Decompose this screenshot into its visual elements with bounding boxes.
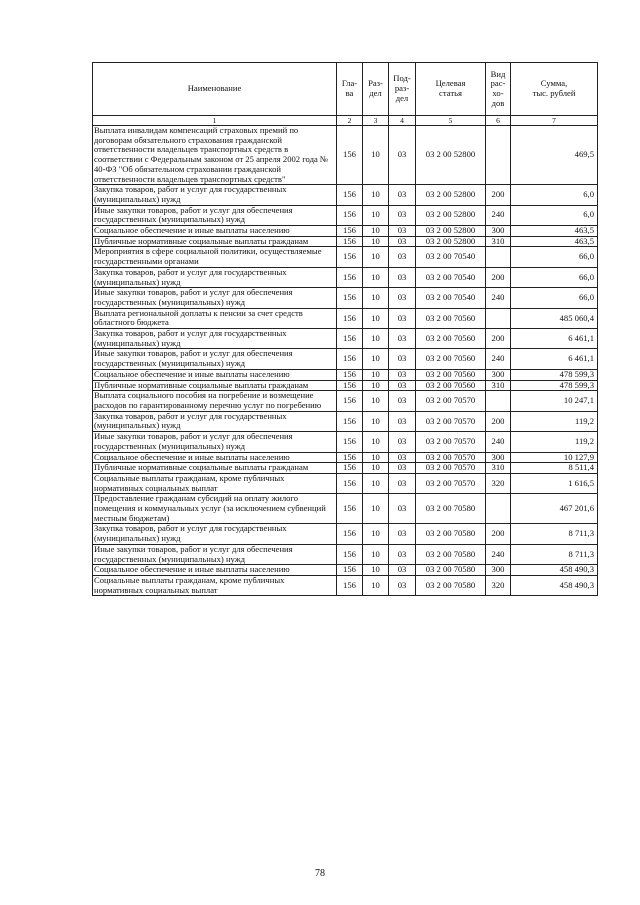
cell-podrazdel: 03 — [389, 575, 416, 595]
cell-razdel: 10 — [363, 226, 389, 237]
cell-razdel: 10 — [363, 575, 389, 595]
table-row — [93, 236, 598, 247]
cell-sum: 119,2 — [511, 411, 598, 431]
cell-podrazdel: 03 — [389, 544, 416, 564]
cell-razdel: 10 — [363, 524, 389, 544]
cell-glava: 156 — [337, 349, 363, 369]
cell-target-article: 03 2 00 52800 — [416, 226, 486, 237]
table-row — [93, 205, 598, 225]
cell-sum: 6,0 — [511, 205, 598, 225]
cell-podrazdel: 03 — [389, 391, 416, 411]
cell-sum: 8 511,4 — [511, 463, 598, 474]
cell-glava: 156 — [337, 380, 363, 391]
cell-podrazdel: 03 — [389, 267, 416, 287]
table-row — [93, 524, 598, 544]
cell-target-article: 03 2 00 70570 — [416, 463, 486, 474]
cell-expense-type: 200 — [486, 329, 511, 349]
column-index: 4 — [389, 116, 416, 126]
cell-sum: 458 490,3 — [511, 575, 598, 595]
cell-sum: 467 201,6 — [511, 494, 598, 524]
cell-expense-type: 240 — [486, 288, 511, 308]
cell-glava: 156 — [337, 524, 363, 544]
cell-glava: 156 — [337, 185, 363, 205]
cell-name: Мероприятия в сфере социальной политики, осуществляемые государственными органами — [93, 247, 337, 267]
cell-glava: 156 — [337, 473, 363, 493]
cell-expense-type — [486, 308, 511, 328]
cell-name: Социальное обеспечение и иные выплаты населению — [93, 565, 337, 576]
cell-expense-type: 310 — [486, 463, 511, 474]
table-row — [93, 308, 598, 328]
cell-razdel: 10 — [363, 308, 389, 328]
table-row — [93, 349, 598, 369]
cell-target-article: 03 2 00 70570 — [416, 432, 486, 452]
table-row — [93, 411, 598, 431]
table-row — [93, 452, 598, 463]
table-row — [93, 267, 598, 287]
cell-razdel: 10 — [363, 236, 389, 247]
cell-glava: 156 — [337, 463, 363, 474]
cell-glava: 156 — [337, 226, 363, 237]
table-row — [93, 185, 598, 205]
header-glava: Гла- ва — [337, 63, 363, 116]
cell-target-article: 03 2 00 52800 — [416, 236, 486, 247]
cell-target-article: 03 2 00 70560 — [416, 308, 486, 328]
cell-razdel: 10 — [363, 288, 389, 308]
cell-name: Предоставление гражданам субсидий на оплату жилого помещения и коммунальных услуг (за исключением субвенций местным бюджетам) — [93, 494, 337, 524]
cell-expense-type: 200 — [486, 267, 511, 287]
cell-podrazdel: 03 — [389, 369, 416, 380]
cell-glava: 156 — [337, 205, 363, 225]
page-number: 78 — [315, 868, 325, 879]
cell-expense-type: 240 — [486, 432, 511, 452]
column-index-row — [93, 116, 598, 126]
cell-razdel: 10 — [363, 432, 389, 452]
cell-podrazdel: 03 — [389, 473, 416, 493]
cell-podrazdel: 03 — [389, 247, 416, 267]
cell-glava: 156 — [337, 575, 363, 595]
table-row — [93, 544, 598, 564]
cell-target-article: 03 2 00 70570 — [416, 391, 486, 411]
cell-expense-type: 320 — [486, 473, 511, 493]
cell-sum: 8 711,3 — [511, 524, 598, 544]
cell-expense-type: 310 — [486, 236, 511, 247]
cell-target-article: 03 2 00 70580 — [416, 575, 486, 595]
cell-name: Социальное обеспечение и иные выплаты населению — [93, 369, 337, 380]
table-row — [93, 575, 598, 595]
cell-sum: 485 060,4 — [511, 308, 598, 328]
cell-glava: 156 — [337, 247, 363, 267]
table-row — [93, 432, 598, 452]
table-header-row — [93, 63, 598, 116]
cell-glava: 156 — [337, 126, 363, 185]
cell-podrazdel: 03 — [389, 236, 416, 247]
cell-glava: 156 — [337, 329, 363, 349]
table-row — [93, 565, 598, 576]
cell-podrazdel: 03 — [389, 565, 416, 576]
column-index: 5 — [416, 116, 486, 126]
cell-podrazdel: 03 — [389, 494, 416, 524]
cell-podrazdel: 03 — [389, 205, 416, 225]
column-index: 3 — [363, 116, 389, 126]
cell-glava: 156 — [337, 452, 363, 463]
column-index: 2 — [337, 116, 363, 126]
cell-glava: 156 — [337, 432, 363, 452]
cell-target-article: 03 2 00 52800 — [416, 205, 486, 225]
cell-expense-type — [486, 247, 511, 267]
cell-expense-type: 300 — [486, 369, 511, 380]
cell-razdel: 10 — [363, 247, 389, 267]
cell-razdel: 10 — [363, 494, 389, 524]
table-row — [93, 369, 598, 380]
table-row — [93, 226, 598, 237]
header-podrazdel: Под- раз- дел — [389, 63, 416, 116]
cell-podrazdel: 03 — [389, 288, 416, 308]
table-row — [93, 329, 598, 349]
cell-razdel: 10 — [363, 473, 389, 493]
cell-podrazdel: 03 — [389, 308, 416, 328]
cell-name: Социальные выплаты гражданам, кроме публичных нормативных социальных выплат — [93, 575, 337, 595]
cell-name: Иные закупки товаров, работ и услуг для обеспечения государственных (муниципальных) нужд — [93, 349, 337, 369]
cell-target-article: 03 2 00 52800 — [416, 126, 486, 185]
cell-target-article: 03 2 00 70540 — [416, 267, 486, 287]
cell-glava: 156 — [337, 565, 363, 576]
cell-sum: 10 127,9 — [511, 452, 598, 463]
cell-razdel: 10 — [363, 369, 389, 380]
cell-name: Закупка товаров, работ и услуг для государственных (муниципальных) нужд — [93, 411, 337, 431]
cell-razdel: 10 — [363, 544, 389, 564]
cell-sum: 8 711,3 — [511, 544, 598, 564]
cell-name: Выплата инвалидам компенсаций страховых премий по договорам обязательного страхования гражданской ответственности владельцев транспортных средств в соответствии с Федеральным законом от 25 апреля 2002 года № 40-ФЗ "Об обязательном страховании гражданской ответственности владельцев транспортных средств" — [93, 126, 337, 185]
cell-target-article: 03 2 00 70580 — [416, 494, 486, 524]
cell-sum: 66,0 — [511, 267, 598, 287]
cell-name: Закупка товаров, работ и услуг для государственных (муниципальных) нужд — [93, 524, 337, 544]
cell-razdel: 10 — [363, 205, 389, 225]
cell-razdel: 10 — [363, 452, 389, 463]
column-index: 7 — [511, 116, 598, 126]
cell-expense-type: 310 — [486, 380, 511, 391]
table-row — [93, 247, 598, 267]
cell-name: Иные закупки товаров, работ и услуг для обеспечения государственных (муниципальных) нужд — [93, 288, 337, 308]
cell-razdel: 10 — [363, 267, 389, 287]
cell-glava: 156 — [337, 411, 363, 431]
cell-target-article: 03 2 00 70570 — [416, 473, 486, 493]
cell-expense-type — [486, 494, 511, 524]
cell-podrazdel: 03 — [389, 126, 416, 185]
cell-sum: 6 461,1 — [511, 329, 598, 349]
cell-name: Иные закупки товаров, работ и услуг для обеспечения государственных (муниципальных) нужд — [93, 205, 337, 225]
cell-podrazdel: 03 — [389, 380, 416, 391]
cell-expense-type — [486, 126, 511, 185]
cell-sum: 66,0 — [511, 288, 598, 308]
cell-podrazdel: 03 — [389, 329, 416, 349]
cell-glava: 156 — [337, 391, 363, 411]
budget-table — [92, 62, 598, 596]
cell-expense-type: 240 — [486, 349, 511, 369]
cell-glava: 156 — [337, 288, 363, 308]
cell-razdel: 10 — [363, 391, 389, 411]
column-index: 1 — [93, 116, 337, 126]
cell-podrazdel: 03 — [389, 349, 416, 369]
cell-name: Закупка товаров, работ и услуг для государственных (муниципальных) нужд — [93, 185, 337, 205]
cell-expense-type: 240 — [486, 205, 511, 225]
cell-razdel: 10 — [363, 463, 389, 474]
cell-sum: 478 599,3 — [511, 380, 598, 391]
cell-expense-type: 300 — [486, 226, 511, 237]
cell-target-article: 03 2 00 70580 — [416, 565, 486, 576]
table-row — [93, 473, 598, 493]
cell-name: Иные закупки товаров, работ и услуг для обеспечения государственных (муниципальных) нужд — [93, 544, 337, 564]
table-row — [93, 391, 598, 411]
cell-sum: 463,5 — [511, 236, 598, 247]
cell-target-article: 03 2 00 70560 — [416, 369, 486, 380]
cell-sum: 66,0 — [511, 247, 598, 267]
table-row — [93, 380, 598, 391]
cell-glava: 156 — [337, 494, 363, 524]
cell-glava: 156 — [337, 236, 363, 247]
cell-sum: 119,2 — [511, 432, 598, 452]
cell-sum: 478 599,3 — [511, 369, 598, 380]
cell-name: Социальные выплаты гражданам, кроме публичных нормативных социальных выплат — [93, 473, 337, 493]
cell-expense-type: 300 — [486, 565, 511, 576]
cell-podrazdel: 03 — [389, 432, 416, 452]
cell-target-article: 03 2 00 70570 — [416, 452, 486, 463]
cell-expense-type: 200 — [486, 185, 511, 205]
cell-target-article: 03 2 00 70560 — [416, 380, 486, 391]
table-body — [93, 126, 598, 596]
cell-sum: 458 490,3 — [511, 565, 598, 576]
cell-glava: 156 — [337, 369, 363, 380]
cell-target-article: 03 2 00 70560 — [416, 329, 486, 349]
cell-target-article: 03 2 00 70560 — [416, 349, 486, 369]
cell-name: Публичные нормативные социальные выплаты гражданам — [93, 380, 337, 391]
cell-expense-type: 200 — [486, 524, 511, 544]
cell-podrazdel: 03 — [389, 411, 416, 431]
cell-glava: 156 — [337, 308, 363, 328]
cell-sum: 469,5 — [511, 126, 598, 185]
cell-sum: 10 247,1 — [511, 391, 598, 411]
cell-razdel: 10 — [363, 565, 389, 576]
table-row — [93, 463, 598, 474]
cell-expense-type: 320 — [486, 575, 511, 595]
header-vid: Вид рас- хо- дов — [486, 63, 511, 116]
cell-sum: 1 616,5 — [511, 473, 598, 493]
cell-sum: 6 461,1 — [511, 349, 598, 369]
cell-razdel: 10 — [363, 411, 389, 431]
cell-razdel: 10 — [363, 349, 389, 369]
cell-sum: 463,5 — [511, 226, 598, 237]
cell-expense-type: 300 — [486, 452, 511, 463]
header-name: Наименование — [93, 63, 337, 116]
cell-razdel: 10 — [363, 185, 389, 205]
cell-podrazdel: 03 — [389, 226, 416, 237]
cell-name: Закупка товаров, работ и услуг для государственных (муниципальных) нужд — [93, 329, 337, 349]
cell-expense-type — [486, 391, 511, 411]
table-row — [93, 126, 598, 185]
cell-sum: 6,0 — [511, 185, 598, 205]
column-index: 6 — [486, 116, 511, 126]
cell-target-article: 03 2 00 52800 — [416, 185, 486, 205]
cell-podrazdel: 03 — [389, 524, 416, 544]
cell-name: Закупка товаров, работ и услуг для государственных (муниципальных) нужд — [93, 267, 337, 287]
cell-glava: 156 — [337, 267, 363, 287]
cell-podrazdel: 03 — [389, 185, 416, 205]
cell-target-article: 03 2 00 70540 — [416, 247, 486, 267]
table-row — [93, 494, 598, 524]
cell-target-article: 03 2 00 70580 — [416, 524, 486, 544]
cell-glava: 156 — [337, 544, 363, 564]
cell-target-article: 03 2 00 70570 — [416, 411, 486, 431]
cell-name: Социальное обеспечение и иные выплаты населению — [93, 452, 337, 463]
cell-podrazdel: 03 — [389, 463, 416, 474]
cell-name: Публичные нормативные социальные выплаты гражданам — [93, 236, 337, 247]
cell-name: Выплата региональной доплаты к пенсии за счет средств областного бюджета — [93, 308, 337, 328]
cell-expense-type: 240 — [486, 544, 511, 564]
cell-razdel: 10 — [363, 126, 389, 185]
cell-razdel: 10 — [363, 380, 389, 391]
cell-name: Выплата социального пособия на погребение и возмещение расходов по гарантированному перечню услуг по погребению — [93, 391, 337, 411]
cell-name: Публичные нормативные социальные выплаты гражданам — [93, 463, 337, 474]
cell-name: Иные закупки товаров, работ и услуг для обеспечения государственных (муниципальных) нужд — [93, 432, 337, 452]
cell-name: Социальное обеспечение и иные выплаты населению — [93, 226, 337, 237]
header-sum: Сумма, тыс. рублей — [511, 63, 598, 116]
header-razdel: Раз- дел — [363, 63, 389, 116]
cell-razdel: 10 — [363, 329, 389, 349]
header-target: Целевая статья — [416, 63, 486, 116]
cell-target-article: 03 2 00 70540 — [416, 288, 486, 308]
cell-podrazdel: 03 — [389, 452, 416, 463]
cell-target-article: 03 2 00 70580 — [416, 544, 486, 564]
table-row — [93, 288, 598, 308]
cell-expense-type: 200 — [486, 411, 511, 431]
